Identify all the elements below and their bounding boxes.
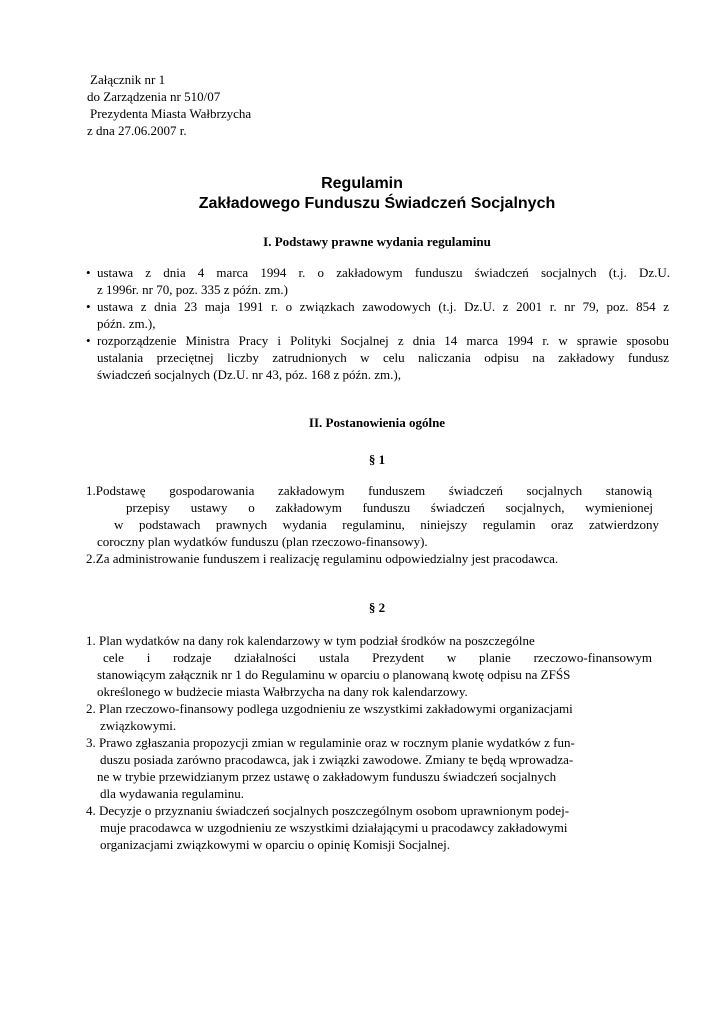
list-item-line: rozporządzenie Ministra Pracy i Polityki Socjalnej z dnia 14 marca 1994 r. w sprawie sposobu xyxy=(97,333,669,348)
list-item-line: ustawa z dnia 23 maja 1991 r. o związkach zawodowych (t.j. Dz.U. z 2001 r. nr 79, poz. 854 z xyxy=(97,299,669,314)
attachment-number: Załącznik nr 1 xyxy=(90,72,166,87)
list-item-line: świadczeń socjalnych (Dz.U. nr 43, póz. 168 z późn. zm.), xyxy=(97,367,401,382)
list-item-line: ustalania przeciętnej liczby zatrudnionych w celu naliczania odpisu na zakładowy fundusz xyxy=(97,350,669,365)
paragraph-line: duszu posiada zarówno pracodawca, jak i związki zawodowe. Zmiany te będą wprowadza- xyxy=(100,752,574,767)
bullet-icon: • xyxy=(86,265,91,280)
paragraph-line: muje pracodawca w uzgodnieniu ze wszystkimi działającymi u pracodawcy zakładowymi xyxy=(100,820,568,835)
list-item-line: ustawa z dnia 4 marca 1994 r. o zakładowym funduszu świadczeń socjalnych (t.j. Dz.U. xyxy=(97,265,670,280)
document-subtitle: Zakładowego Funduszu Świadczeń Socjalnych xyxy=(198,195,556,212)
paragraph-line: dla wydawania regulaminu. xyxy=(100,786,245,801)
paragraph-line: coroczny plan wydatków funduszu (plan rzeczowo-finansowy). xyxy=(97,534,428,549)
paragraph-2-symbol: § 2 xyxy=(368,600,386,615)
paragraph-line: stanowiącym załącznik nr 1 do Regulaminu w oparciu o planowaną kwotę odpisu na ZFŚS xyxy=(97,667,571,682)
list-item-line: późn. zm.), xyxy=(97,316,156,331)
list-item-line: z 1996r. nr 70, poz. 335 z późn. zm.) xyxy=(97,282,288,297)
ordinance-reference: do Zarządzenia nr 510/07 xyxy=(87,89,221,104)
paragraph-line: przepisy ustawy o zakładowym funduszu świadczeń socjalnych, wymienionej xyxy=(126,500,653,515)
paragraph-line: ne w trybie przewidzianym przez ustawę o zakładowym funduszu świadczeń socjalnych xyxy=(97,769,557,784)
issuer: Prezydenta Miasta Wałbrzycha xyxy=(90,106,252,121)
bullet-icon: • xyxy=(86,333,91,348)
paragraph-line: 1. Plan wydatków na dany rok kalendarzowy w tym podział środków na poszczególne xyxy=(86,633,535,648)
paragraph-line: 2. Plan rzeczowo-finansowy podlega uzgodnieniu ze wszystkimi zakładowymi organizacjami xyxy=(86,701,573,716)
paragraph-line: 2.Za administrowanie funduszem i realizację regulaminu odpowiedzialny jest pracodawca. xyxy=(86,551,559,566)
paragraph-1-symbol: § 1 xyxy=(368,452,386,467)
section-1-heading: I. Podstawy prawne wydania regulaminu xyxy=(263,234,491,249)
paragraph-line: organizacjami związkowymi w oparciu o opinię Komisji Socjalnej. xyxy=(100,837,450,852)
document-title: Regulamin xyxy=(321,175,403,192)
paragraph-line: związkowymi. xyxy=(100,718,177,733)
section-2-heading: II. Postanowienia ogólne xyxy=(308,415,446,430)
paragraph-line: 4. Decyzje o przyznaniu świadczeń socjalnych poszczególnym osobom uprawnionym podej- xyxy=(86,803,570,818)
bullet-icon: • xyxy=(86,299,91,314)
paragraph-line: w podstawach prawnych wydania regulaminu, niniejszy regulamin oraz zatwierdzony xyxy=(114,517,659,532)
paragraph-line: 3. Prawo zgłaszania propozycji zmian w regulaminie oraz w rocznym planie wydatków z fun- xyxy=(86,735,575,750)
issue-date: z dna 27.06.2007 r. xyxy=(87,123,187,138)
paragraph-line: cele i rodzaje działalności ustala Prezydent w planie rzeczowo-finansowym xyxy=(103,650,652,665)
paragraph-line: 1.Podstawę gospodarowania zakładowym funduszem świadczeń socjalnych stanowią xyxy=(86,483,652,498)
paragraph-line: określonego w budżecie miasta Wałbrzycha na dany rok kalendarzowy. xyxy=(97,684,468,699)
